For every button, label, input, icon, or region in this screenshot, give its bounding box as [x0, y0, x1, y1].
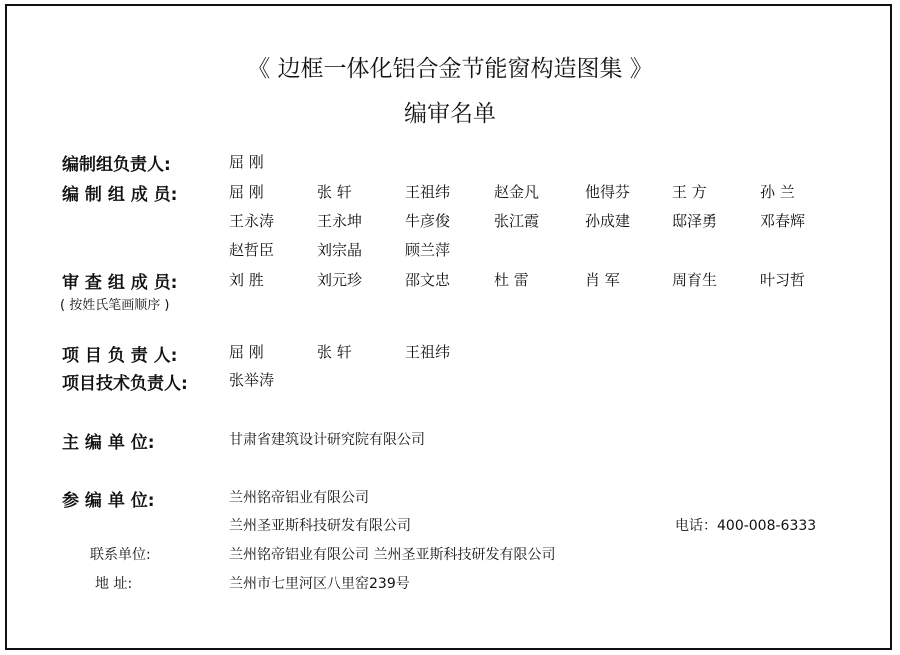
members-label: 编 制 组 成 员:	[62, 185, 178, 205]
document-title: 《 边框一体化铝合金节能窗构造图集 》	[247, 56, 653, 82]
contact-units: 兰州铭帝铝业有限公司 兰州圣亚斯科技研发有限公司	[229, 547, 556, 563]
leader-label: 编制组负责人:	[62, 155, 171, 175]
member-name: 王 方	[672, 183, 707, 201]
project-leads-label: 项 目 负 责 人:	[62, 346, 178, 366]
reviewer-name: 杜 雷	[494, 271, 529, 289]
document-subtitle: 编审名单	[404, 101, 496, 127]
phone-number: 电话：400-008-6333	[675, 518, 817, 534]
member-name: 王永涛	[229, 212, 275, 230]
reviewer-name: 肖 军	[585, 271, 620, 289]
reviewers-order-note: ( 按姓氏笔画顺序 )	[60, 298, 170, 313]
member-name: 刘宗晶	[317, 241, 363, 259]
leader-name: 屈 刚	[229, 153, 264, 171]
address-label: 地 址:	[95, 576, 133, 592]
reviewer-name: 刘 胜	[229, 271, 264, 289]
member-name: 张 轩	[317, 183, 352, 201]
member-name: 张江霞	[494, 212, 540, 230]
member-name: 牛彦俊	[405, 212, 451, 230]
chief-unit-name: 甘肃省建筑设计研究院有限公司	[229, 432, 425, 448]
partner-unit-name: 兰州铭帝铝业有限公司	[229, 490, 369, 506]
partner-unit-name: 兰州圣亚斯科技研发有限公司	[229, 518, 411, 534]
member-name: 王永坤	[317, 212, 363, 230]
reviewer-name: 刘元珍	[317, 271, 363, 289]
partner-units-label: 参 编 单 位:	[62, 491, 155, 511]
reviewer-name: 叶习哲	[760, 271, 806, 289]
project-lead-name: 张 轩	[317, 343, 352, 361]
chief-unit-label: 主 编 单 位:	[62, 433, 155, 453]
member-name: 孙 兰	[760, 183, 795, 201]
member-name: 孙成建	[585, 212, 631, 230]
member-name: 赵金凡	[494, 183, 540, 201]
reviewers-label: 审 查 组 成 员:	[62, 273, 178, 293]
reviewer-name: 邵文忠	[405, 271, 451, 289]
member-name: 屈 刚	[229, 183, 264, 201]
project-lead-name: 王祖纬	[405, 343, 451, 361]
member-name: 顾兰萍	[405, 241, 451, 259]
address-value: 兰州市七里河区八里窑239号	[229, 576, 410, 592]
member-name: 他得芬	[585, 183, 631, 201]
tech-lead-name: 张举涛	[229, 371, 275, 389]
member-name: 王祖纬	[405, 183, 451, 201]
member-name: 邓春辉	[760, 212, 806, 230]
member-name: 邸泽勇	[672, 212, 718, 230]
project-lead-name: 屈 刚	[229, 343, 264, 361]
contact-label: 联系单位:	[90, 547, 151, 563]
reviewer-name: 周育生	[672, 271, 718, 289]
tech-lead-label: 项目技术负责人:	[62, 374, 188, 394]
member-name: 赵哲臣	[229, 241, 275, 259]
